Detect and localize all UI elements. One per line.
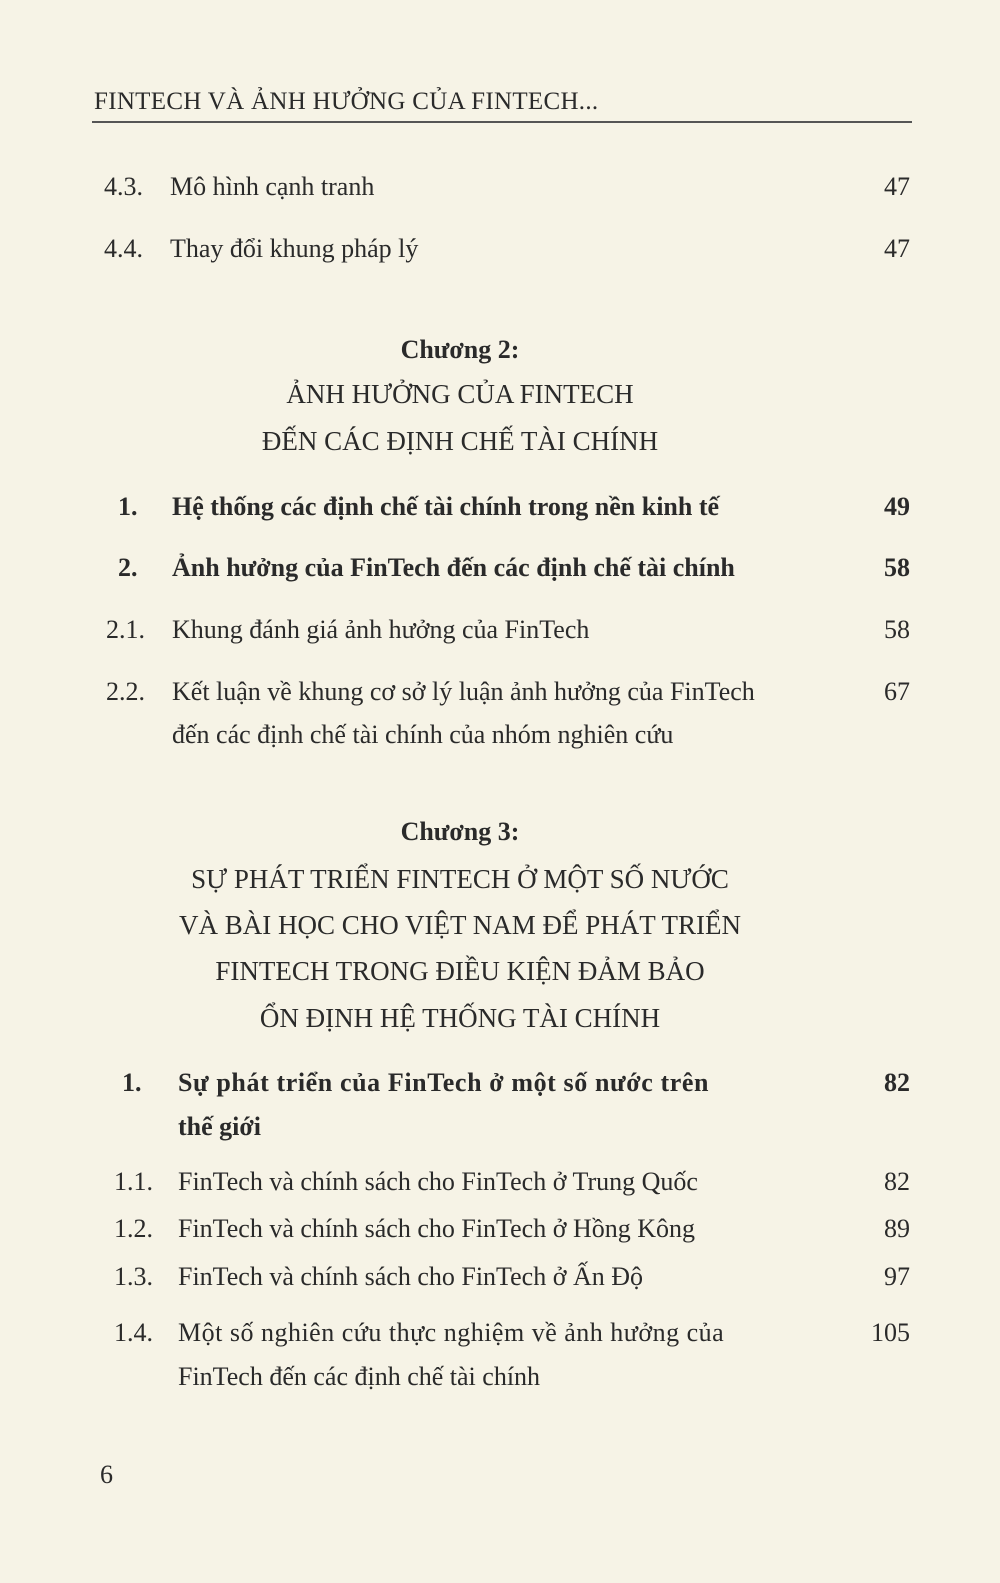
entry-number: 1.4. (114, 1318, 153, 1347)
entry-number: 1.2. (114, 1214, 153, 1243)
entry-number: 1. (122, 1068, 142, 1097)
entry-number: 1. (118, 492, 138, 521)
entry-number: 1.3. (114, 1262, 153, 1291)
chapter-3-title-line: SỰ PHÁT TRIỂN FINTECH Ở MỘT SỐ NƯỚC (191, 864, 729, 894)
entry-title: Hệ thống các định chế tài chính trong nền kinh tế (172, 492, 720, 521)
entry-title: FinTech và chính sách cho FinTech ở Hồng Kông (178, 1214, 696, 1243)
entry-title: Sự phát triển của FinTech ở một số nước trên (178, 1068, 710, 1097)
entry-page: 82 (884, 1167, 910, 1196)
chapter-3-title-line: ỔN ĐỊNH HỆ THỐNG TÀI CHÍNH (259, 1003, 661, 1033)
page-number: 6 (100, 1460, 113, 1489)
entry-page: 67 (884, 677, 910, 706)
chapter-2-title-line: ĐẾN CÁC ĐỊNH CHẾ TÀI CHÍNH (261, 426, 659, 456)
entry-page: 47 (884, 172, 910, 201)
entry-number: 1.1. (114, 1167, 153, 1196)
entry-page: 105 (871, 1318, 910, 1347)
entry-title-continued: đến các định chế tài chính của nhóm nghiên cứu (172, 720, 674, 749)
entry-page: 89 (884, 1214, 910, 1243)
entry-page: 49 (884, 492, 910, 521)
entry-number: 4.4. (104, 234, 143, 263)
chapter-2-title-line: ẢNH HƯỞNG CỦA FINTECH (286, 379, 634, 409)
entry-title-continued: thế giới (178, 1112, 262, 1141)
entry-page: 82 (884, 1068, 910, 1097)
entry-title: Kết luận về khung cơ sở lý luận ảnh hưởng của FinTech (172, 677, 755, 706)
entry-page: 58 (884, 615, 910, 644)
entry-title-continued: FinTech đến các định chế tài chính (178, 1362, 541, 1391)
entry-number: 2. (118, 553, 138, 582)
entry-title: Thay đổi khung pháp lý (170, 234, 419, 263)
entry-page: 97 (884, 1262, 910, 1291)
chapter-2-label: Chương 2: (400, 335, 520, 364)
chapter-3-label: Chương 3: (400, 817, 520, 846)
entry-title: Một số nghiên cứu thực nghiệm về ảnh hưởng của (178, 1318, 725, 1347)
entry-page: 58 (884, 553, 910, 582)
entry-title: Ảnh hưởng của FinTech đến các định chế tài chính (172, 553, 735, 582)
chapter-3-title-line: VÀ BÀI HỌC CHO VIỆT NAM ĐỂ PHÁT TRIỂN (178, 910, 742, 940)
entry-number: 2.1. (106, 615, 145, 644)
entry-title: FinTech và chính sách cho FinTech ở Trung Quốc (178, 1167, 698, 1196)
entry-title: Khung đánh giá ảnh hưởng của FinTech (172, 615, 590, 644)
entry-title: Mô hình cạnh tranh (170, 172, 375, 201)
chapter-3-title-line: FINTECH TRONG ĐIỀU KIỆN ĐẢM BẢO (215, 956, 705, 986)
entry-title: FinTech và chính sách cho FinTech ở Ấn Độ (178, 1262, 644, 1291)
entry-number: 4.3. (104, 172, 143, 201)
entry-number: 2.2. (106, 677, 145, 706)
header-rule (92, 121, 912, 123)
entry-page: 47 (884, 234, 910, 263)
running-header: FINTECH VÀ ẢNH HƯỞNG CỦA FINTECH... (94, 88, 599, 115)
